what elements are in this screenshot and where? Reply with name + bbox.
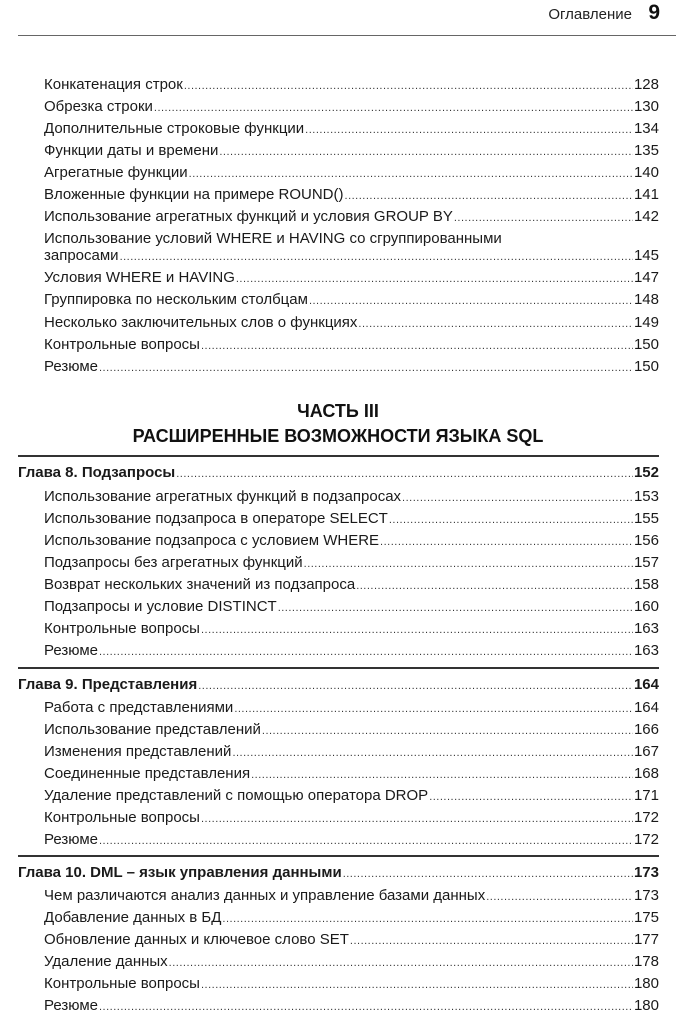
toc-entry[interactable]: Обновление данных и ключевое слово SET ..... 177 xyxy=(44,930,659,950)
part-title: РАСШИРЕННЫЕ ВОЗМОЖНОСТИ ЯЗЫКА SQL xyxy=(132,426,544,446)
toc-entry[interactable]: Условия WHERE и HAVING ..... 147 xyxy=(44,268,659,288)
toc-entry[interactable]: Удаление представлений с помощью оператора DROP ..... 171 xyxy=(44,786,659,806)
part-number: ЧАСТЬ III xyxy=(297,401,379,421)
toc-entry[interactable]: Соединенные представления ..... 168 xyxy=(44,764,659,784)
header-title: Оглавление xyxy=(548,6,632,23)
toc-entry[interactable]: Изменения представлений ..... 167 xyxy=(44,742,659,762)
toc-entry[interactable]: Работа с представлениями ..... 164 xyxy=(44,698,659,718)
toc-entry[interactable]: Группировка по нескольким столбцам ..... 148 xyxy=(44,290,659,310)
chapter-entry[interactable]: Глава 9. Представления ..... 164 xyxy=(18,675,659,695)
toc-entry[interactable]: Возврат нескольких значений из подзапроса ..... 158 xyxy=(44,575,659,595)
chapter-rule xyxy=(18,855,659,857)
toc-entry[interactable]: Конкатенация строк ..... 128 xyxy=(44,75,659,95)
toc-entry[interactable]: Вложенные функции на примере ROUND() ..... 141 xyxy=(44,185,659,205)
toc-entry[interactable]: Добавление данных в БД ..... 175 xyxy=(44,908,659,928)
toc-entry[interactable]: Обрезка строки ..... 130 xyxy=(44,97,659,117)
header-page-number: 9 xyxy=(648,1,660,24)
toc-entry[interactable]: Использование агрегатных функций и условия GROUP BY ..... 142 xyxy=(44,207,659,227)
toc-entry[interactable]: Использование представлений ..... 166 xyxy=(44,720,659,740)
toc-entry[interactable]: Контрольные вопросы ..... 150 xyxy=(44,335,659,355)
toc-entry[interactable]: Резюме ..... 172 xyxy=(44,830,659,850)
toc-entry[interactable]: Использование подзапроса в операторе SELECT ..... 155 xyxy=(44,509,659,529)
toc-entry[interactable]: Резюме ..... 150 xyxy=(44,357,659,377)
toc-entry[interactable]: Чем различаются анализ данных и управление базами данных ..... 173 xyxy=(44,886,659,906)
toc-entry[interactable]: Подзапросы без агрегатных функций ..... 157 xyxy=(44,553,659,573)
toc-entry[interactable]: Дополнительные строковые функции ..... 134 xyxy=(44,119,659,139)
toc-entry[interactable]: Подзапросы и условие DISTINCT ..... 160 xyxy=(44,597,659,617)
toc-entry[interactable]: Контрольные вопросы ..... 180 xyxy=(44,974,659,994)
toc-entry[interactable]: Функции даты и времени ..... 135 xyxy=(44,141,659,161)
toc-entry[interactable]: Удаление данных ..... 178 xyxy=(44,952,659,972)
toc-entry[interactable]: Использование подзапроса с условием WHERE ..... 156 xyxy=(44,531,659,551)
toc-entry[interactable]: Использование агрегатных функций в подзапросах ..... 153 xyxy=(44,487,659,507)
chapter-rule xyxy=(18,455,659,457)
toc-entry[interactable]: Резюме ..... 163 xyxy=(44,641,659,661)
toc-entry-first-line[interactable]: Использование условий WHERE и HAVING со сгруппированными xyxy=(44,230,502,247)
chapter-entry[interactable]: Глава 10. DML – язык управления данными ..... 173 xyxy=(18,863,659,883)
toc-entry[interactable]: Агрегатные функции ..... 140 xyxy=(44,163,659,183)
toc-entry[interactable]: Контрольные вопросы ..... 163 xyxy=(44,619,659,639)
toc-entry[interactable]: запросами ..... 145 xyxy=(44,246,659,266)
toc-entry[interactable]: Контрольные вопросы ..... 172 xyxy=(44,808,659,828)
toc-entry[interactable]: Несколько заключительных слов о функциях ..... 149 xyxy=(44,313,659,333)
chapter-entry[interactable]: Глава 8. Подзапросы ..... 152 xyxy=(18,463,659,483)
header-rule xyxy=(18,35,676,36)
toc-entry[interactable]: Резюме ..... 180 xyxy=(44,996,659,1016)
chapter-rule xyxy=(18,667,659,669)
